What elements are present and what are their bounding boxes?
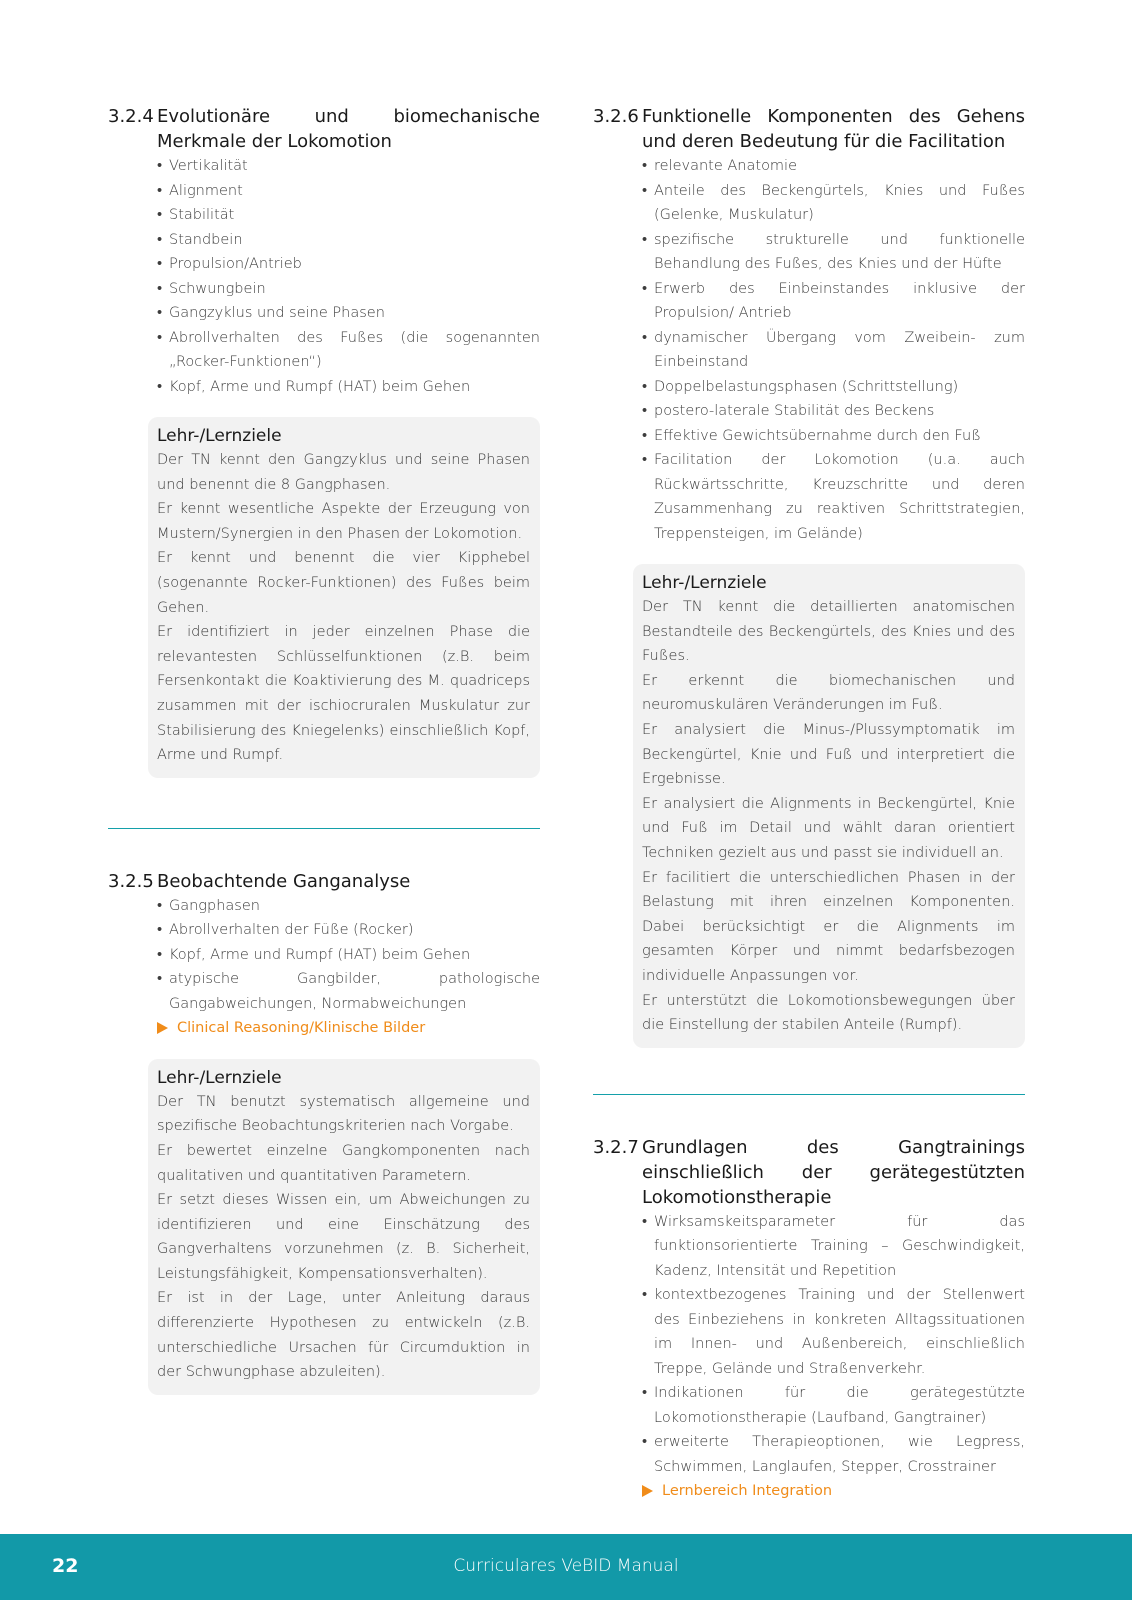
- goal-paragraph: Er kennt wesentliche Aspekte der Erzeugung von Mustern/Synergien in den Phasen der Lokomotion.: [157, 501, 530, 542]
- section-heading: [108, 869, 540, 894]
- learning-goals-text: [157, 448, 530, 768]
- list-item: • Doppelbelastungsphasen (Schrittstellung): [642, 375, 1025, 400]
- list-item: • Gangzyklus und seine Phasen: [157, 301, 540, 326]
- learning-goals-heading: Lehr-/Lernziele: [157, 426, 282, 446]
- list-item: • Abrollverhalten des Fußes (die sogenannten „Rocker-Funktionen“): [157, 326, 540, 375]
- goal-paragraph: Er bewertet einzelne Gangkomponenten nach qualitativen und quantitativen Parametern.: [157, 1142, 530, 1184]
- learning-goals-box: [148, 1059, 540, 1395]
- arrow-right-icon: [157, 1022, 168, 1034]
- section-title: Beobachtende Ganganalyse: [157, 870, 411, 892]
- cross-reference-link[interactable]: [642, 1479, 1025, 1504]
- bullet-list: [593, 1210, 1025, 1480]
- section-number: 3.2.7: [593, 1136, 639, 1158]
- footer-title: Curriculares VeBID Manual: [453, 1556, 679, 1576]
- section-heading: [108, 104, 540, 154]
- list-item: • Wirksamskeitsparameter für das funktionsorientierte Training – Geschwindigkeit, Kadenz, Intensität und Repetition: [642, 1210, 1025, 1284]
- list-item: • Stabilität: [157, 203, 540, 228]
- learning-goals-heading: Lehr-/Lernziele: [642, 573, 767, 593]
- section-3-2-6: [593, 104, 1025, 1048]
- section-title: Grundlagen des Gangtrainings einschließlich der gerätegestützten Lokomotionstherapie: [642, 1136, 1025, 1208]
- goal-paragraph: Er identifiziert in jeder einzelnen Phase die relevantesten Schlüsselfunktionen (z.B. beim Fersenkontakt die Koaktivierung des M. quadriceps zusammen mit der ischiocruralen Muskulatur zur Stabilisierung des Kniegelenks) einschließlich Kopf, Arme und Rumpf.: [157, 624, 530, 764]
- goal-paragraph: Er analysiert die Minus-/Plussymptomatik im Beckengürtel, Knie und Fuß und interpretiert die Ergebnisse.: [642, 721, 1015, 788]
- cross-reference-link[interactable]: [157, 1016, 540, 1041]
- list-item: • Propulsion/Antrieb: [157, 252, 540, 277]
- goal-paragraph: Er kennt und benennt die vier Kipphebel (sogenannte Rocker-Funktionen) des Fußes beim Gehen.: [157, 550, 530, 616]
- list-item: • postero-laterale Stabilität des Beckens: [642, 399, 1025, 424]
- goal-paragraph: Der TN benutzt systematisch allgemeine und spezifische Beobachtungskriterien nach Vorgabe.: [157, 1093, 530, 1135]
- list-item: • erweiterte Therapieoptionen, wie Legpress, Schwimmen, Langlaufen, Stepper, Crosstrainer: [642, 1430, 1025, 1479]
- goal-paragraph: Der TN kennt den Gangzyklus und seine Phasen und benennt die 8 Gangphasen.: [157, 452, 530, 493]
- section-title: Funktionelle Komponenten des Gehens und deren Bedeutung für die Facilitation: [642, 106, 1025, 152]
- bullet-list: [108, 154, 540, 399]
- goal-paragraph: Der TN kennt die detaillierten anatomischen Bestandteile des Beckengürtels, des Knies und des Fußes.: [642, 599, 1015, 665]
- arrow-right-icon: [642, 1485, 653, 1497]
- list-item: • Effektive Gewichtsübernahme durch den Fuß: [642, 424, 1025, 449]
- bullet-list: [108, 894, 540, 1017]
- list-item: • Erwerb des Einbeinstandes inklusive der Propulsion/ Antrieb: [642, 277, 1025, 326]
- learning-goals-text: [157, 1090, 530, 1385]
- section-divider: [593, 1094, 1025, 1095]
- list-item: • atypische Gangbilder, pathologische Gangabweichungen, Normabweichungen: [157, 967, 540, 1016]
- learning-goals-heading: Lehr-/Lernziele: [157, 1067, 282, 1088]
- list-item: • Kopf, Arme und Rumpf (HAT) beim Gehen: [157, 375, 540, 400]
- section-3-2-7: [593, 1135, 1025, 1504]
- page-number: 22: [52, 1555, 79, 1577]
- section-divider: [108, 828, 540, 829]
- section-number: 3.2.4: [108, 106, 154, 127]
- section-number: 3.2.6: [593, 106, 639, 127]
- list-item: • Facilitation der Lokomotion (u.a. auch Rückwärtsschritte, Kreuzschritte und deren Zusammenhang zu reaktiven Schrittstrategien, Treppensteigen, im Gelände): [642, 448, 1025, 546]
- page-footer: [0, 1534, 1132, 1600]
- list-item: • Indikationen für die gerätegestützte Lokomotionstherapie (Laufband, Gangtrainer): [642, 1381, 1025, 1430]
- section-heading: [593, 1135, 1025, 1210]
- list-item: • dynamischer Übergang vom Zweibein- zum Einbeinstand: [642, 326, 1025, 375]
- goal-paragraph: Er unterstützt die Lokomotionsbewegungen über die Einstellung der stabilen Anteile (Rumpf).: [642, 992, 1015, 1034]
- section-3-2-4: [108, 104, 540, 778]
- goal-paragraph: Er ist in der Lage, unter Anleitung daraus differenzierte Hypothesen zu entwickeln (z.B. unterschiedliche Ursachen für Circumduktion in der Schwungphase abzuleiten).: [157, 1290, 530, 1381]
- goal-paragraph: Er setzt dieses Wissen ein, um Abweichungen zu identifizieren und eine Einschätzung des Gangverhaltens vorzunehmen (z. B. Sicherheit, Leistungsfähigkeit, Kompensationsverhalten).: [157, 1192, 530, 1282]
- section-number: 3.2.5: [108, 870, 154, 892]
- learning-goals-box: [633, 564, 1025, 1048]
- left-column: [108, 104, 540, 1395]
- cross-reference-label: Lernbereich Integration: [662, 1483, 833, 1500]
- goal-paragraph: Er facilitiert die unterschiedlichen Phasen in der Belastung mit ihren einzelnen Komponenten. Dabei berücksichtigt er die Alignments im gesamten Körper und nimmt bedarfsbezogen individuelle Anpassungen vor.: [642, 869, 1015, 984]
- list-item: • Kopf, Arme und Rumpf (HAT) beim Gehen: [157, 943, 540, 968]
- list-item: • relevante Anatomie: [642, 154, 1025, 179]
- list-item: • Standbein: [157, 228, 540, 253]
- bullet-list: [593, 154, 1025, 546]
- list-item: • spezifische strukturelle und funktionelle Behandlung des Fußes, des Knies und der Hüfte: [642, 228, 1025, 277]
- cross-reference-label: Clinical Reasoning/Klinische Bilder: [177, 1020, 426, 1037]
- list-item: • Alignment: [157, 179, 540, 204]
- section-3-2-5: [108, 869, 540, 1395]
- right-column: [593, 104, 1025, 1504]
- goal-paragraph: Er analysiert die Alignments in Beckengürtel, Knie und Fuß im Detail und wählt daran orientiert Techniken gezielt aus und passt sie individuell an.: [642, 795, 1015, 861]
- list-item: • Abrollverhalten der Füße (Rocker): [157, 918, 540, 943]
- list-item: • Anteile des Beckengürtels, Knies und Fußes (Gelenke, Muskulatur): [642, 179, 1025, 228]
- list-item: • Vertikalität: [157, 154, 540, 179]
- learning-goals-box: [148, 417, 540, 778]
- list-item: • Gangphasen: [157, 894, 540, 919]
- list-item: • kontextbezogenes Training und der Stellenwert des Einbeziehens in konkreten Alltagssituationen im Innen- und Außenbereich, einschließlich Treppe, Gelände und Straßenverkehr.: [642, 1283, 1025, 1381]
- section-heading: [593, 104, 1025, 154]
- goal-paragraph: Er erkennt die biomechanischen und neuromuskulären Veränderungen im Fuß.: [642, 672, 1015, 714]
- list-item: • Schwungbein: [157, 277, 540, 302]
- learning-goals-text: [642, 595, 1015, 1038]
- section-title: Evolutionäre und biomechanische Merkmale der Lokomotion: [157, 106, 540, 152]
